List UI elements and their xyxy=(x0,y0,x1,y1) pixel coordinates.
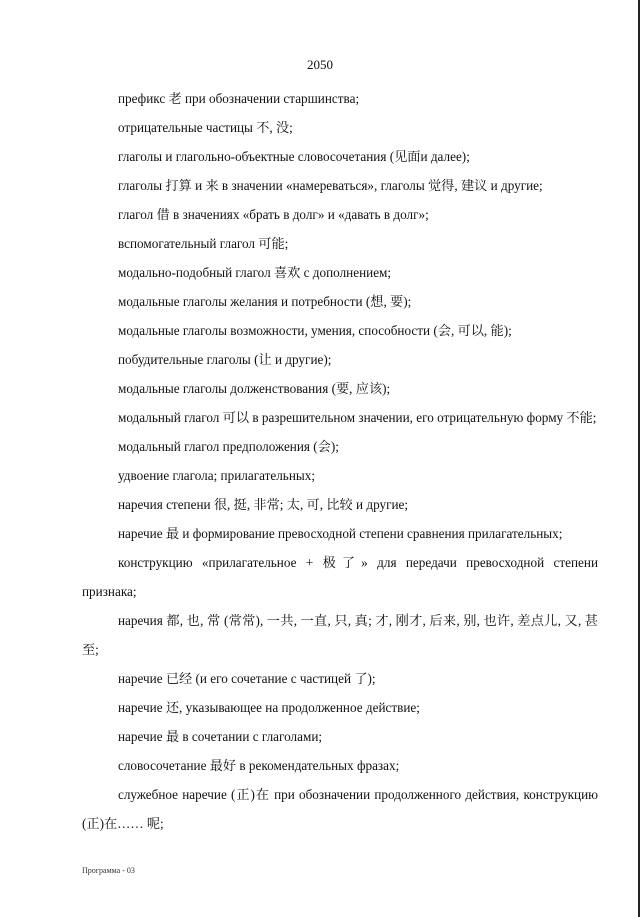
list-item: префикс 老 при обозначении старшинства; xyxy=(118,91,360,106)
list-item: удвоение глагола; прилагательных; xyxy=(118,468,315,483)
list-item: вспомогательный глагол 可能; xyxy=(118,236,289,251)
list-item: наречие 已经 (и его сочетание с частицей 了); xyxy=(118,671,376,686)
document-body xyxy=(82,84,598,838)
list-item: наречия степени 很, 挺, 非常; 太, 可, 比较 и другие; xyxy=(118,497,409,512)
list-item: глаголы и глагольно-объектные словосочетания (见面и далее); xyxy=(118,149,470,164)
list-item: наречие 最 и формирование превосходной степени сравнения прилагательных; xyxy=(118,526,563,541)
list-item: глагол 借 в значениях «брать в долг» и «давать в долг»; xyxy=(118,207,429,222)
list-item: модальный глагол предположения (会); xyxy=(118,439,339,454)
list-item: отрицательные частицы 不, 没; xyxy=(118,120,293,135)
list-item: модальный глагол 可以 в разрешительном значении, его отрицательную форму 不能; xyxy=(118,410,597,425)
list-item: модально-подобный глагол 喜欢 с дополнением; xyxy=(118,265,392,280)
list-item: модальные глаголы долженствования (要, 应该); xyxy=(118,381,391,396)
list-item: побудительные глаголы (让 и другие); xyxy=(118,352,332,367)
list-item: глаголы 打算 и 来 в значении «намереваться», глаголы 觉得, 建议 и другие; xyxy=(118,178,543,193)
page-number: 2050 xyxy=(307,57,333,72)
list-item: словосочетание 最好 в рекомендательных фразах; xyxy=(118,758,400,773)
list-item: конструкцию «прилагательное + 极了» для передачи превосходной степени признака; xyxy=(82,555,598,599)
list-item: служебное наречие (正)在 при обозначении продолженного действия, конструкцию (正)在…… 呢; xyxy=(82,787,598,831)
list-item: наречие 最 в сочетании с глаголами; xyxy=(118,729,323,744)
list-item: наречие 还, указывающее на продолженное действие; xyxy=(118,700,420,715)
list-item: модальные глаголы возможности, умения, способности (会, 可以, 能); xyxy=(118,323,512,338)
footer-label: Программа - 03 xyxy=(82,866,135,875)
list-item: модальные глаголы желания и потребности (想, 要); xyxy=(118,294,412,309)
list-item: наречия 都, 也, 常 (常常), 一共, 一直, 只, 真; 才, 刚才, 后来, 别, 也许, 差点儿, 又, 甚至; xyxy=(82,613,598,657)
